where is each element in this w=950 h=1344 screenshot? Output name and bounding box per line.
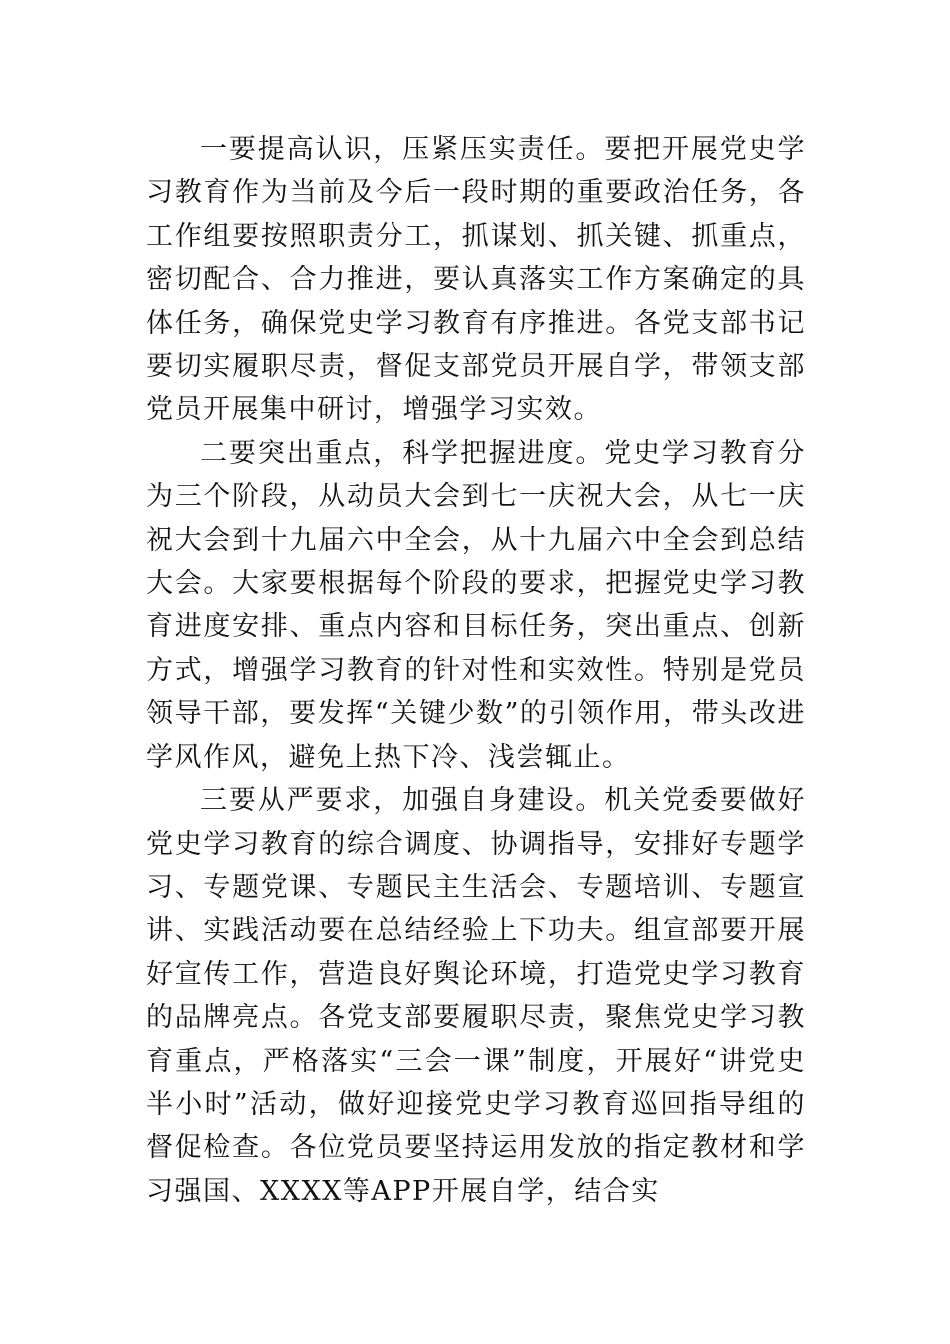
paragraph-1: 一要提高认识，压紧压实责任。要把开展党史学习教育作为当前及今后一段时期的重要政治任务，各工作组要按照职责分工，抓谋划、抓关键、抓重点，密切配合、合力推进，要认真落实工作方案确定的具体任务，确保党史学习教育有序推进。各党支部书记要切实履职尽责，督促支部党员开展自学，带领支部党员开展集中研讨，增强学习实效。: [146, 134, 806, 426]
paragraph-3: 三要从严要求，加强自身建设。机关党委要做好党史学习教育的综合调度、协调指导，安排好专题学习、专题党课、专题民主生活会、专题培训、专题宣讲、实践活动要在总结经验上下功夫。组宣部要开展好宣传工作，营造良好舆论环境，打造党史学习教育的品牌亮点。各党支部要履职尽责，聚焦党史学习教育重点，严格落实“三会一课”制度，开展好“讲党史半小时”活动，做好迎接党史学习教育巡回指导组的督促检查。各位党员要坚持运用发放的指定教材和学习强国、XXXX等APP开展自学，结合实: [146, 785, 806, 1207]
document-body: [146, 128, 806, 1213]
paragraph-2: 二要突出重点，科学把握进度。党史学习教育分为三个阶段，从动员大会到七一庆祝大会，从七一庆祝大会到十九届六中全会，从十九届六中全会到总结大会。大家要根据每个阶段的要求，把握党史学习教育进度安排、重点内容和目标任务，突出重点、创新方式，增强学习教育的针对性和实效性。特别是党员领导干部，要发挥“关键少数”的引领作用，带头改进学风作风，避免上热下冷、浅尝辄止。: [146, 437, 806, 773]
